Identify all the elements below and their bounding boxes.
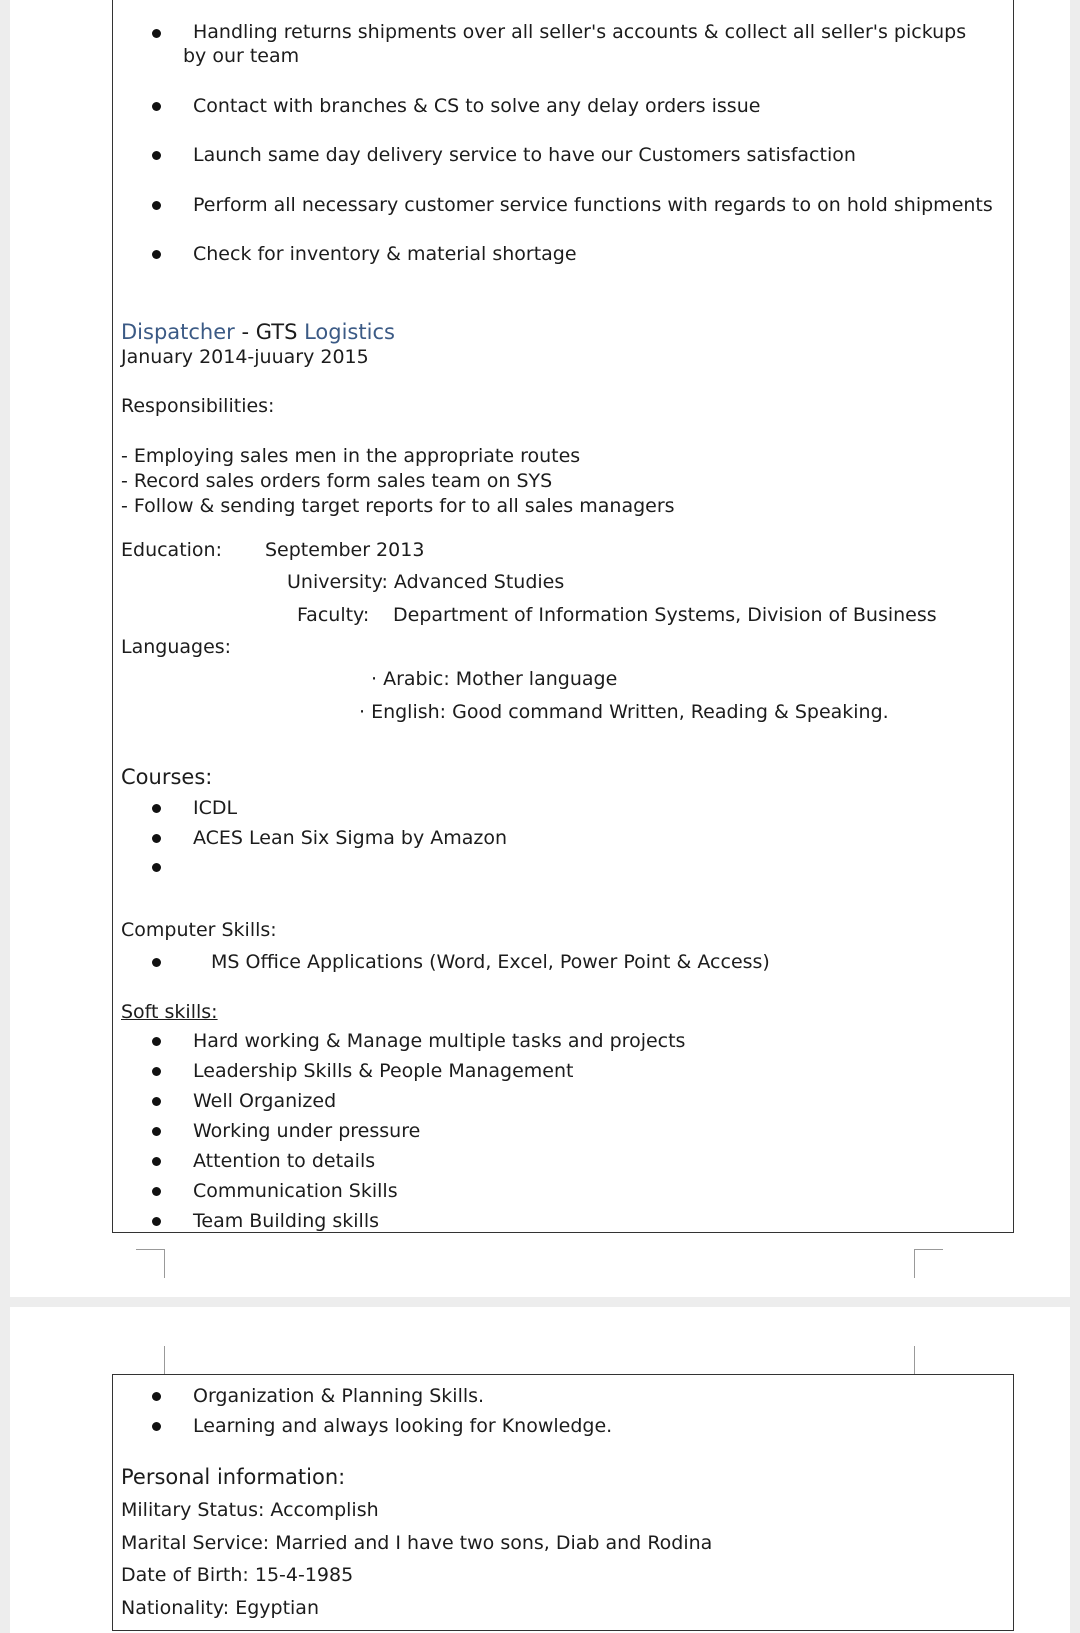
list-item-continuation: by our team [183, 45, 300, 67]
page-content-frame [112, 1374, 1014, 1631]
bullet [152, 1097, 161, 1106]
date-of-birth: Date of Birth: 15-4-1985 [121, 1564, 354, 1586]
bullet [152, 1422, 161, 1431]
bullet [152, 1157, 161, 1166]
education-label: Education: [121, 539, 222, 561]
bullet [152, 834, 161, 843]
bullet [152, 250, 161, 259]
courses-label: Courses: [121, 765, 213, 789]
bullet [152, 1187, 161, 1196]
job-title [121, 320, 395, 344]
course-item: ACES Lean Six Sigma by Amazon [193, 827, 508, 849]
marital-status: Marital Service: Married and I have two sons, Diab and Rodina [121, 1532, 713, 1554]
languages-label: Languages: [121, 636, 232, 658]
computer-skill-item: MS Office Applications (Word, Excel, Power Point & Access) [211, 951, 770, 973]
bullet [152, 958, 161, 967]
soft-skill-item: Attention to details [193, 1150, 376, 1172]
bullet [152, 1067, 161, 1076]
job-company-suffix: Logistics [304, 320, 395, 344]
soft-skill-item: Learning and always looking for Knowledge. [193, 1415, 613, 1437]
education-faculty: Department of Information Systems, Division of Business [393, 604, 937, 626]
bullet [152, 29, 161, 38]
soft-skill-item: Well Organized [193, 1090, 337, 1112]
personal-info-label: Personal information: [121, 1465, 346, 1489]
bullet [152, 201, 161, 210]
responsibility-item: - Employing sales men in the appropriate routes [121, 445, 581, 467]
page-content-frame [112, 0, 1014, 1233]
soft-skill-item: Hard working & Manage multiple tasks and projects [193, 1030, 686, 1052]
document-page-2 [10, 1307, 1070, 1633]
education-date: September 2013 [265, 539, 425, 561]
job-role: Dispatcher [121, 320, 235, 344]
responsibility-item: - Record sales orders form sales team on SYS [121, 470, 553, 492]
language-item: · English: Good command Written, Reading & Speaking. [359, 701, 889, 723]
bullet [152, 804, 161, 813]
document-page-1 [10, 0, 1070, 1297]
bullet [152, 1392, 161, 1401]
crop-mark [914, 1346, 943, 1375]
list-item: Contact with branches & CS to solve any delay orders issue [193, 95, 761, 117]
job-dates: January 2014-juuary 2015 [121, 346, 369, 368]
nationality: Nationality: Egyptian [121, 1597, 319, 1619]
soft-skill-item: Team Building skills [193, 1210, 380, 1232]
bullet [152, 863, 161, 872]
course-item: ICDL [193, 797, 238, 819]
soft-skill-item: Working under pressure [193, 1120, 421, 1142]
responsibilities-label: Responsibilities: [121, 395, 275, 417]
list-item: Handling returns shipments over all seller's accounts & collect all seller's pickups [193, 21, 967, 43]
crop-mark [136, 1346, 165, 1375]
responsibility-item: - Follow & sending target reports for to all sales managers [121, 495, 675, 517]
soft-skills-label: Soft skills: [121, 1001, 218, 1023]
list-item: Check for inventory & material shortage [193, 243, 577, 265]
education-university: University: Advanced Studies [287, 571, 565, 593]
job-separator-company: - GTS [234, 320, 305, 344]
military-status: Military Status: Accomplish [121, 1499, 379, 1521]
education-faculty-label: Faculty: [297, 604, 370, 626]
bullet [152, 1217, 161, 1226]
list-item: Launch same day delivery service to have our Customers satisfaction [193, 144, 856, 166]
crop-mark [136, 1249, 165, 1278]
bullet [152, 102, 161, 111]
soft-skill-item: Organization & Planning Skills. [193, 1385, 485, 1407]
crop-mark [914, 1249, 943, 1278]
computer-skills-label: Computer Skills: [121, 919, 277, 941]
soft-skill-item: Communication Skills [193, 1180, 398, 1202]
bullet [152, 1127, 161, 1136]
soft-skill-item: Leadership Skills & People Management [193, 1060, 574, 1082]
bullet [152, 1037, 161, 1046]
list-item: Perform all necessary customer service functions with regards to on hold shipments [193, 194, 993, 216]
language-item: · Arabic: Mother language [371, 668, 618, 690]
bullet [152, 151, 161, 160]
